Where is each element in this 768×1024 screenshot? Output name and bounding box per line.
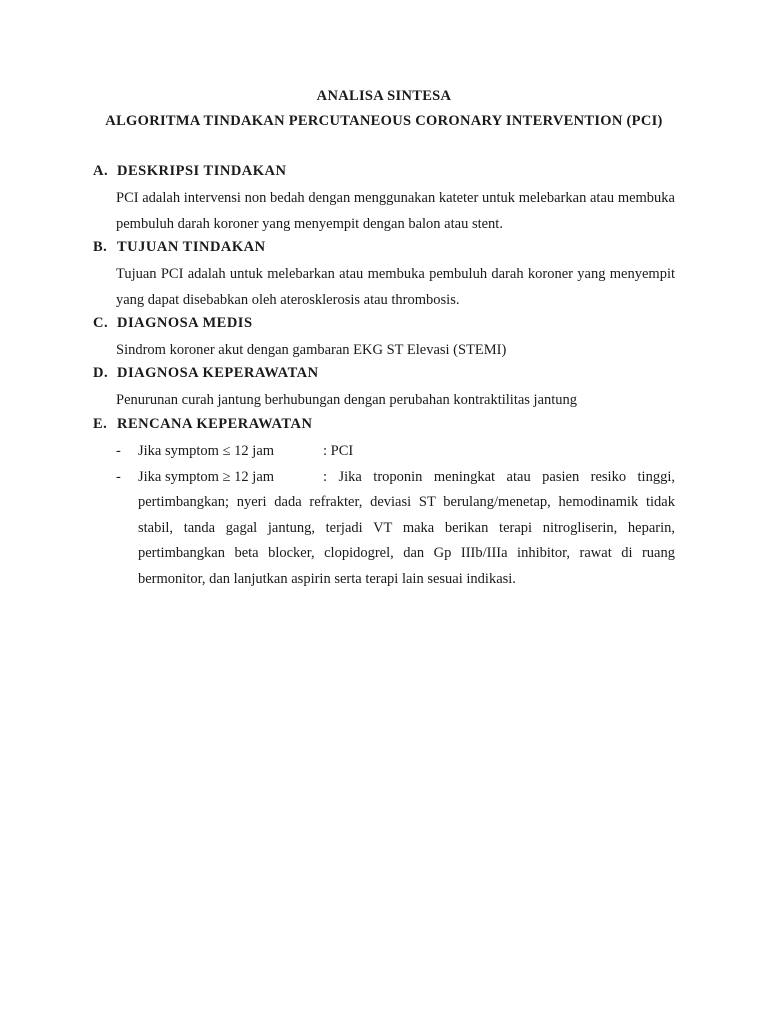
section-letter: A.: [93, 163, 109, 179]
document-subtitle: ALGORITMA TINDAKAN PERCUTANEOUS CORONARY INTERVENTION (PCI): [105, 113, 663, 129]
section-body: Penurunan curah jantung berhubungan dengan perubahan kontraktilitas jantung: [116, 392, 578, 408]
list-item: [116, 439, 675, 465]
section-letter: B.: [93, 239, 108, 255]
section-letter: C.: [93, 315, 109, 331]
bullet-content: [138, 465, 675, 593]
section-title: RENCANA KEPERAWATAN: [117, 416, 313, 432]
bullet-action: : PCI: [323, 443, 354, 459]
bullet-content: [138, 439, 675, 465]
bullet-dash: -: [116, 468, 121, 485]
document-title-block: [0, 86, 768, 136]
section-diagnosa-medis: [93, 313, 675, 364]
section-body: Sindrom koroner akut dengan gambaran EKG ST Elevasi (STEMI): [116, 342, 507, 358]
section-body: Tujuan PCI adalah untuk melebarkan atau membuka pembuluh darah koroner yang menyempit yang dapat disebabkan oleh aterosklerosis atau thrombosis.: [116, 266, 675, 308]
section-heading: [93, 237, 675, 262]
section-letter: E.: [93, 416, 108, 432]
section-diagnosa-keperawatan: [93, 363, 675, 414]
bullet-condition: Jika symptom ≥ 12 jam: [138, 468, 275, 485]
section-body: PCI adalah intervensi non bedah dengan menggunakan kateter untuk melebarkan atau membuka pembuluh darah koroner yang menyempit dengan balon atau stent.: [116, 190, 675, 232]
document-title: ANALISA SINTESA: [316, 88, 452, 104]
section-heading: [93, 161, 675, 186]
section-heading: [93, 363, 675, 388]
section-title: DIAGNOSA MEDIS: [117, 315, 253, 331]
section-title: TUJUAN TINDAKAN: [117, 239, 266, 255]
section-title: DESKRIPSI TINDAKAN: [117, 163, 287, 179]
section-heading: [93, 313, 675, 338]
section-letter: D.: [93, 365, 109, 381]
bullet-dash: -: [116, 443, 121, 459]
list-item: [116, 465, 675, 593]
section-deskripsi-tindakan: [93, 161, 675, 237]
section-heading: [93, 414, 675, 439]
bullet-condition: Jika symptom ≤ 12 jam: [138, 443, 275, 459]
section-tujuan-tindakan: [93, 237, 675, 313]
section-title: DIAGNOSA KEPERAWATAN: [117, 365, 319, 381]
section-rencana-keperawatan: [93, 414, 675, 592]
bullet-action: : Jika troponin meningkat atau pasien resiko tinggi, pertimbangkan; nyeri dada refrakter, deviasi ST berulang/menetap, hemodinamik tidak stabil, tanda gagal jantung, terjadi VT maka berikan terapi nitrogliserin, heparin, pertimbangkan beta blocker, clopidogrel, dan Gp IIIb/IIIa inhibitor, rawat di ruang bermonitor, dan lanjutkan aspirin serta terapi lain sesuai indikasi.: [138, 468, 675, 587]
